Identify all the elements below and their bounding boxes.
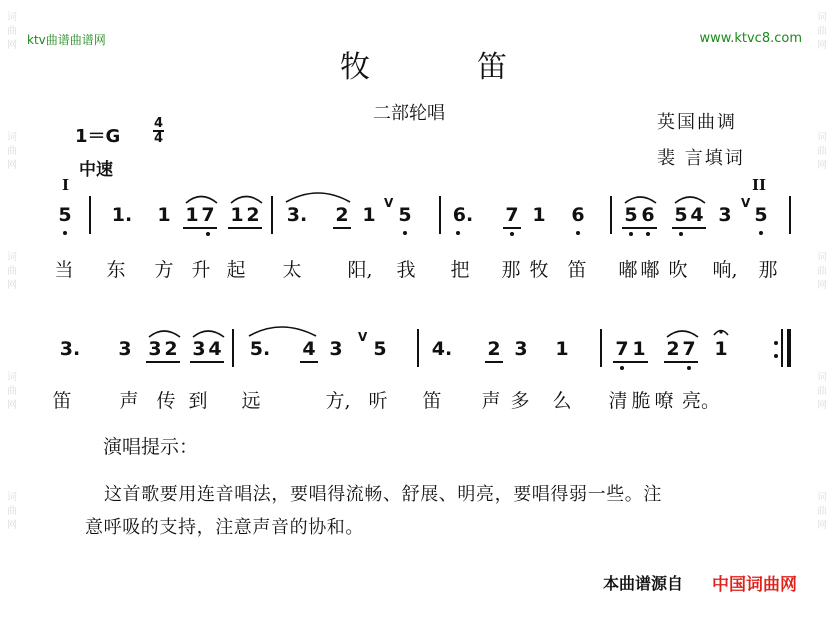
side-char: 网 — [817, 520, 827, 531]
side-char: 词 — [817, 132, 827, 143]
note: 3. — [286, 204, 308, 226]
source-site-link[interactable]: 中国词曲网 — [712, 575, 797, 595]
note: 5 — [754, 204, 768, 226]
watermark-right: www.ktvc8.com — [699, 31, 802, 46]
note: 4 — [302, 338, 316, 360]
note: 4 — [208, 338, 222, 360]
note: 5 — [373, 338, 387, 360]
slur — [286, 193, 350, 202]
part-one-marker: I — [62, 176, 70, 194]
lyric: 听 — [368, 390, 388, 412]
lyric: 东 — [106, 259, 126, 281]
note: 2 — [666, 338, 680, 360]
side-char: 曲 — [7, 506, 17, 517]
lyric: 起 — [226, 259, 246, 281]
note: 3. — [59, 338, 81, 360]
note: 1. — [111, 204, 133, 226]
side-char: 网 — [7, 40, 17, 51]
lyric: 传 — [156, 390, 176, 412]
side-char: 网 — [7, 520, 17, 531]
note: 5 — [398, 204, 412, 226]
note: 7 — [505, 204, 519, 226]
side-char: 词 — [817, 252, 827, 263]
hint-title: 演唱提示： — [103, 436, 199, 458]
note: 1 — [555, 338, 569, 360]
note: 5 — [58, 204, 72, 226]
hint-line-1: 这首歌要用连音唱法，要唱得流畅、舒展、明亮，要唱得弱一些。注 — [104, 484, 662, 505]
slur — [625, 197, 656, 203]
side-char: 网 — [7, 280, 17, 291]
note: 1 — [185, 204, 199, 226]
note: 2 — [487, 338, 501, 360]
note: 1 — [714, 338, 728, 360]
lyric: 到 — [188, 390, 208, 412]
key-signature: 1＝G — [75, 126, 121, 147]
side-char: 词 — [7, 12, 17, 23]
lyric: 多 — [510, 390, 530, 412]
lyricist-credit: 裴 言填词 — [657, 148, 745, 169]
lyric: 把 — [450, 259, 470, 281]
note: 5 — [624, 204, 638, 226]
side-char: 网 — [817, 160, 827, 171]
side-char: 词 — [817, 12, 827, 23]
subtitle: 二部轮唱 — [373, 103, 445, 124]
breath-mark: V — [384, 196, 394, 210]
fermata-dot — [719, 330, 722, 333]
slur — [667, 331, 698, 337]
title-char-2: 笛 — [477, 50, 507, 85]
lyric: 吹 — [668, 259, 688, 281]
lyric: 清 — [608, 390, 628, 412]
side-char: 网 — [817, 40, 827, 51]
note: 6 — [571, 204, 585, 226]
composer-credit: 英国曲调 — [657, 112, 737, 133]
lyric: 方, — [325, 390, 351, 412]
lyric: 声 — [119, 390, 139, 412]
side-char: 网 — [817, 280, 827, 291]
note: 3 — [148, 338, 162, 360]
side-char: 网 — [7, 160, 17, 171]
side-char: 词 — [7, 492, 17, 503]
note: 4. — [431, 338, 453, 360]
side-char: 曲 — [7, 146, 17, 157]
note: 4 — [690, 204, 704, 226]
lyric: 嘹 — [654, 390, 674, 412]
note: 3 — [514, 338, 528, 360]
side-char: 曲 — [7, 266, 17, 277]
note: 1 — [157, 204, 171, 226]
time-top: 4 — [153, 116, 164, 131]
side-char: 曲 — [817, 266, 827, 277]
side-char: 词 — [817, 492, 827, 503]
lyric: 当 — [54, 259, 74, 281]
lyric: 嘟 — [618, 259, 638, 281]
note: 7 — [201, 204, 215, 226]
side-char: 词 — [7, 372, 17, 383]
breath-mark: V — [358, 330, 368, 344]
note: 7 — [615, 338, 629, 360]
side-char: 网 — [7, 400, 17, 411]
lyric: 阳, — [347, 259, 373, 281]
note: 3 — [192, 338, 206, 360]
lyric: 么 — [552, 390, 572, 412]
lyric: 脆 — [631, 390, 651, 412]
note: 1 — [632, 338, 646, 360]
lyric: 那 — [758, 259, 778, 281]
part-two-marker: II — [752, 176, 767, 194]
note: 3 — [329, 338, 343, 360]
breath-mark: V — [741, 196, 751, 210]
side-char: 曲 — [7, 26, 17, 37]
note: 3 — [118, 338, 132, 360]
lyric: 升 — [191, 259, 211, 281]
slur — [149, 331, 180, 337]
tempo-marking: 中速 — [79, 160, 113, 180]
note: 5 — [674, 204, 688, 226]
slur — [231, 197, 262, 204]
slur — [186, 197, 217, 204]
lyric: 方 — [154, 259, 174, 281]
lyric: 那 — [501, 259, 521, 281]
note: 2 — [164, 338, 178, 360]
note: 1 — [362, 204, 376, 226]
lyric: 响, — [712, 259, 738, 281]
lyric: 嘟 — [640, 259, 660, 281]
lyric: 笛 — [52, 390, 72, 412]
note: 5. — [249, 338, 271, 360]
watermark-left: ktv曲谱曲谱网 — [27, 33, 106, 47]
slur — [675, 197, 705, 203]
note: 7 — [682, 338, 696, 360]
side-char: 词 — [817, 372, 827, 383]
note: 2 — [335, 204, 349, 226]
side-char: 曲 — [7, 386, 17, 397]
lyric: 我 — [396, 259, 416, 281]
note: 1 — [532, 204, 546, 226]
note: 6. — [452, 204, 474, 226]
title-char-1: 牧 — [340, 50, 370, 85]
side-char: 曲 — [817, 386, 827, 397]
time-bottom: 4 — [153, 131, 164, 146]
side-char: 曲 — [817, 26, 827, 37]
lyric: 太 — [282, 259, 302, 281]
note: 3 — [718, 204, 732, 226]
lyric: 亮。 — [682, 390, 721, 412]
note: 2 — [246, 204, 260, 226]
side-char: 曲 — [817, 146, 827, 157]
hint-line-2: 意呼吸的支持，注意声音的协和。 — [85, 517, 364, 538]
side-char: 词 — [7, 132, 17, 143]
slur — [249, 327, 316, 336]
side-char: 词 — [7, 252, 17, 263]
side-char: 网 — [817, 400, 827, 411]
lyric: 声 — [481, 390, 501, 412]
note: 6 — [641, 204, 655, 226]
source-label: 本曲谱源自 — [603, 574, 684, 593]
lyric: 笛 — [567, 259, 587, 281]
slur — [193, 331, 224, 337]
lyric: 远 — [241, 390, 261, 412]
side-char: 曲 — [817, 506, 827, 517]
note: 1 — [230, 204, 244, 226]
lyric: 笛 — [422, 390, 442, 412]
lyric: 牧 — [529, 259, 549, 281]
